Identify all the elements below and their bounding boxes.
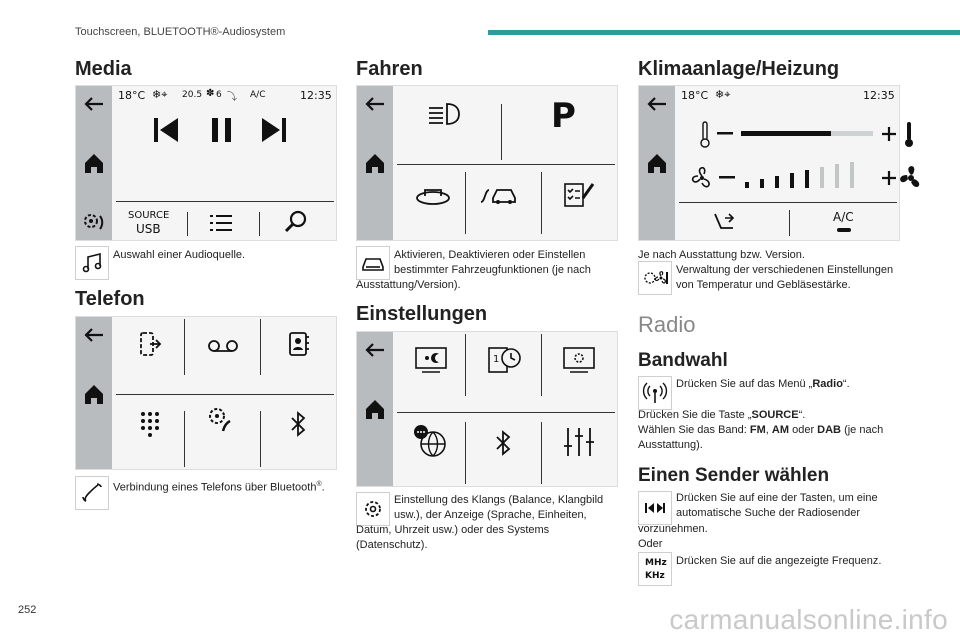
source-value[interactable]: USB [136, 222, 161, 236]
bandwahl-line1-pre: Drücken Sie auf das Menü „ [676, 378, 813, 390]
screen-sidebar [357, 86, 393, 240]
radio-antenna-icon [639, 377, 671, 409]
fan-icon: ✽ [206, 88, 215, 99]
list-icon[interactable] [210, 214, 232, 232]
temperature-slider-fill [741, 131, 831, 136]
section-title-media: Media [75, 58, 132, 80]
fan-speed-bar[interactable] [790, 173, 794, 188]
einstellungen-desc-line4: (Datenschutz). [356, 539, 428, 551]
thermometer-low-icon [699, 120, 711, 148]
home-icon[interactable] [364, 152, 386, 174]
sender-line2: automatische Suche der Radiosender [676, 507, 861, 519]
section-title-bandwahl: Bandwahl [638, 350, 728, 371]
screen-divider-v [260, 411, 261, 467]
voicemail-icon[interactable] [208, 339, 238, 353]
sender-line1: Drücken Sie auf eine der Tasten, um eine [676, 492, 878, 504]
screen-divider-v [789, 210, 790, 236]
fan-low-icon [689, 166, 715, 190]
media-icon-box [75, 246, 109, 280]
bandwahl-line2 [638, 408, 900, 423]
screen-divider-v [501, 104, 502, 160]
bandwahl-line1-post: “. [842, 378, 850, 390]
home-icon[interactable] [646, 152, 668, 174]
bandwahl-dab: DAB [817, 424, 842, 436]
telefon-description [113, 477, 337, 496]
screen-sidebar [639, 86, 675, 240]
bandwahl-am: AM [771, 424, 790, 436]
screen-divider-v [187, 212, 188, 236]
mhz-label: MHz [645, 558, 667, 568]
einstellungen-desc-line3: Datum, Uhrzeit usw.) oder des Systems [356, 524, 550, 536]
fahren-main [393, 86, 617, 240]
settings-phone-icon[interactable] [81, 210, 107, 234]
telefon-desc-sup: ® [316, 481, 322, 488]
bandwahl-line1 [676, 377, 900, 392]
einstellungen-desc-line2: usw.), der Anzeige (Sprache, Einheiten, [394, 509, 587, 521]
checklist-wrench-icon[interactable] [563, 180, 595, 210]
bandwahl-line3-post: (je nach [841, 424, 884, 436]
section-title-fahren: Fahren [356, 58, 423, 80]
seek-icon-box [638, 491, 672, 525]
screen-divider-v [465, 334, 466, 396]
media-main [112, 86, 336, 240]
radio-icon-box [638, 376, 672, 410]
climate-fan-icon [639, 262, 671, 294]
frequency-icon-box [638, 552, 672, 586]
klima-desc-line2: von Temperatur und Gebläsestärke. [676, 279, 851, 291]
ac-indicator [837, 228, 851, 232]
bandwahl-line1-bold: Radio [812, 378, 843, 390]
bandwahl-line2-pre: Drücken Sie die Taste „ [638, 409, 752, 421]
klima-icon-box [638, 261, 672, 295]
ac-label[interactable]: A/C [833, 210, 854, 224]
screen-divider-v [541, 422, 542, 484]
seat-airflow-icon: ⤵ [227, 92, 237, 103]
phone-settings-icon[interactable] [206, 405, 236, 435]
home-icon[interactable] [83, 152, 105, 174]
fan-speed-bar[interactable] [835, 164, 839, 188]
klima-main [675, 86, 899, 240]
distance-car-icon[interactable] [479, 184, 519, 206]
car-icon [357, 247, 389, 279]
fan-speed-bar[interactable] [760, 179, 764, 188]
status-clock: 12:35 [863, 89, 895, 102]
bandwahl-line3-pre: Wählen Sie das Band: [638, 424, 750, 436]
screen-divider-v [541, 334, 542, 396]
einstellungen-icon-box [356, 492, 390, 526]
telefon-desc-text: Verbindung eines Telefons über Bluetooth [113, 481, 317, 494]
fan-plus-icon[interactable] [881, 170, 897, 186]
sender-line4: Drücken Sie auf die angezeigte Frequenz. [676, 555, 882, 567]
previous-track-icon[interactable] [152, 116, 180, 144]
bandwahl-sep1: , [765, 424, 772, 436]
screen-divider-v [465, 422, 466, 484]
status-temperature: 18°C [118, 89, 146, 102]
phone-transfer-icon[interactable] [138, 331, 162, 357]
watermark: carmanualsonline.info [669, 604, 948, 635]
status-right-temp: 20.5 [182, 90, 203, 100]
klima-intro: Je nach Ausstattung bzw. Version. [638, 249, 805, 261]
back-arrow-icon[interactable] [83, 96, 105, 112]
telefon-screen [75, 316, 337, 470]
seat-airflow-icon[interactable] [711, 210, 739, 236]
telefon-desc-end: . [321, 481, 325, 494]
gear-icon [357, 493, 389, 525]
temp-plus-icon[interactable] [881, 126, 897, 142]
screen-divider [397, 164, 615, 165]
home-icon[interactable] [83, 383, 105, 405]
fan-speed-bars[interactable] [741, 162, 871, 190]
music-note-icon [76, 247, 108, 279]
fahren-desc-line3: Ausstattung/Version). [356, 279, 461, 291]
back-arrow-icon[interactable] [364, 342, 386, 358]
fan-speed-bar[interactable] [775, 176, 779, 188]
next-track-icon[interactable] [260, 116, 290, 144]
khz-label: KHz [645, 571, 665, 581]
snowflake-icon: ❄⌖ [715, 88, 731, 101]
calendar-clock-icon[interactable] [487, 344, 523, 376]
display-brightness-icon[interactable] [413, 346, 449, 376]
header-accent-bar [488, 30, 960, 35]
einstellungen-screen [356, 331, 618, 487]
fan-high-icon [897, 164, 925, 192]
equalizer-icon[interactable] [563, 426, 595, 458]
bandwahl-sep2: oder [789, 424, 818, 436]
screen-divider-v [184, 411, 185, 467]
running-header: Touchscreen, BLUETOOTH®-Audiosystem [75, 26, 286, 38]
fan-speed-bar[interactable] [850, 162, 854, 188]
screen-divider-v [260, 319, 261, 375]
section-title-telefon: Telefon [75, 288, 145, 310]
screen-sidebar [76, 317, 112, 469]
screen-sidebar [76, 86, 112, 240]
section-title-sender: Einen Sender wählen [638, 465, 830, 486]
language-globe-icon[interactable] [413, 424, 449, 458]
screen-sidebar [357, 332, 393, 486]
snowflake-icon: ❄⌖ [152, 88, 168, 101]
klima-screen [638, 85, 900, 241]
status-ac: A/C [250, 90, 266, 100]
display-settings-icon[interactable] [561, 346, 597, 376]
bluetooth-icon[interactable] [495, 430, 511, 456]
telefon-icon-box [75, 476, 109, 510]
media-screen [75, 85, 337, 241]
bandwahl-line2-bold: SOURCE [751, 409, 799, 421]
temp-minus-icon[interactable] [717, 132, 733, 136]
einstellungen-main [393, 332, 617, 486]
bandwahl-line2-post: “. [798, 409, 806, 421]
screen-divider-v [541, 172, 542, 234]
back-arrow-icon[interactable] [364, 96, 386, 112]
fahren-icon-box [356, 246, 390, 280]
parking-label[interactable]: P [551, 96, 576, 136]
bluetooth-icon[interactable] [290, 411, 306, 437]
fahren-screen [356, 85, 618, 241]
back-arrow-icon[interactable] [646, 96, 668, 112]
sender-oder: Oder [638, 538, 663, 550]
status-clock: 12:35 [300, 89, 332, 102]
status-temperature: 18°C [681, 89, 709, 102]
section-title-klima: Klimaanlage/Heizung [638, 58, 840, 80]
contacts-icon[interactable] [286, 331, 310, 357]
temperature-slider[interactable] [741, 131, 873, 136]
screen-divider-v [184, 319, 185, 375]
phone-handset-icon [76, 477, 108, 509]
section-title-radio: Radio [638, 312, 696, 337]
page-number: 252 [18, 604, 37, 616]
media-description: Auswahl einer Audioquelle. [113, 249, 246, 261]
svg-text:1: 1 [493, 354, 500, 365]
car-top-view-icon[interactable] [415, 184, 451, 206]
fan-minus-icon[interactable] [719, 176, 735, 180]
bandwahl-line4: Ausstattung). [638, 439, 703, 451]
screen-divider-v [259, 212, 260, 236]
source-label[interactable]: SOURCE [128, 210, 170, 221]
pause-icon[interactable] [210, 116, 234, 144]
headlight-icon[interactable] [427, 100, 461, 128]
bandwahl-line3 [638, 423, 900, 438]
thermometer-high-icon [903, 120, 915, 148]
fahren-desc-line1: Aktivieren, Deaktivieren oder Einstellen [394, 249, 586, 261]
fahren-desc-line2: bestimmter Fahrzeugfunktionen (je nach [394, 264, 591, 276]
fan-speed-bar[interactable] [820, 167, 824, 188]
screen-divider [116, 201, 334, 202]
section-title-einstellungen: Einstellungen [356, 303, 488, 325]
keypad-icon[interactable] [140, 411, 160, 439]
home-icon[interactable] [364, 398, 386, 420]
bandwahl-fm: FM [749, 424, 766, 436]
sender-line3: vorzunehmen. [638, 523, 708, 535]
klima-desc-line1: Verwaltung der verschiedenen Einstellungen [676, 264, 894, 276]
einstellungen-desc-line1: Einstellung des Klangs (Balance, Klangbild [394, 494, 604, 506]
screen-divider [679, 202, 897, 203]
screen-divider [397, 412, 615, 413]
seek-buttons-icon [639, 492, 671, 524]
back-arrow-icon[interactable] [83, 327, 105, 343]
status-fan-level: 6 [216, 90, 222, 100]
screen-divider-v [465, 172, 466, 234]
screen-divider [116, 394, 334, 395]
fan-speed-bar[interactable] [805, 170, 809, 188]
search-icon[interactable] [284, 210, 308, 234]
fan-speed-bar[interactable] [745, 182, 749, 188]
telefon-main [112, 317, 336, 469]
